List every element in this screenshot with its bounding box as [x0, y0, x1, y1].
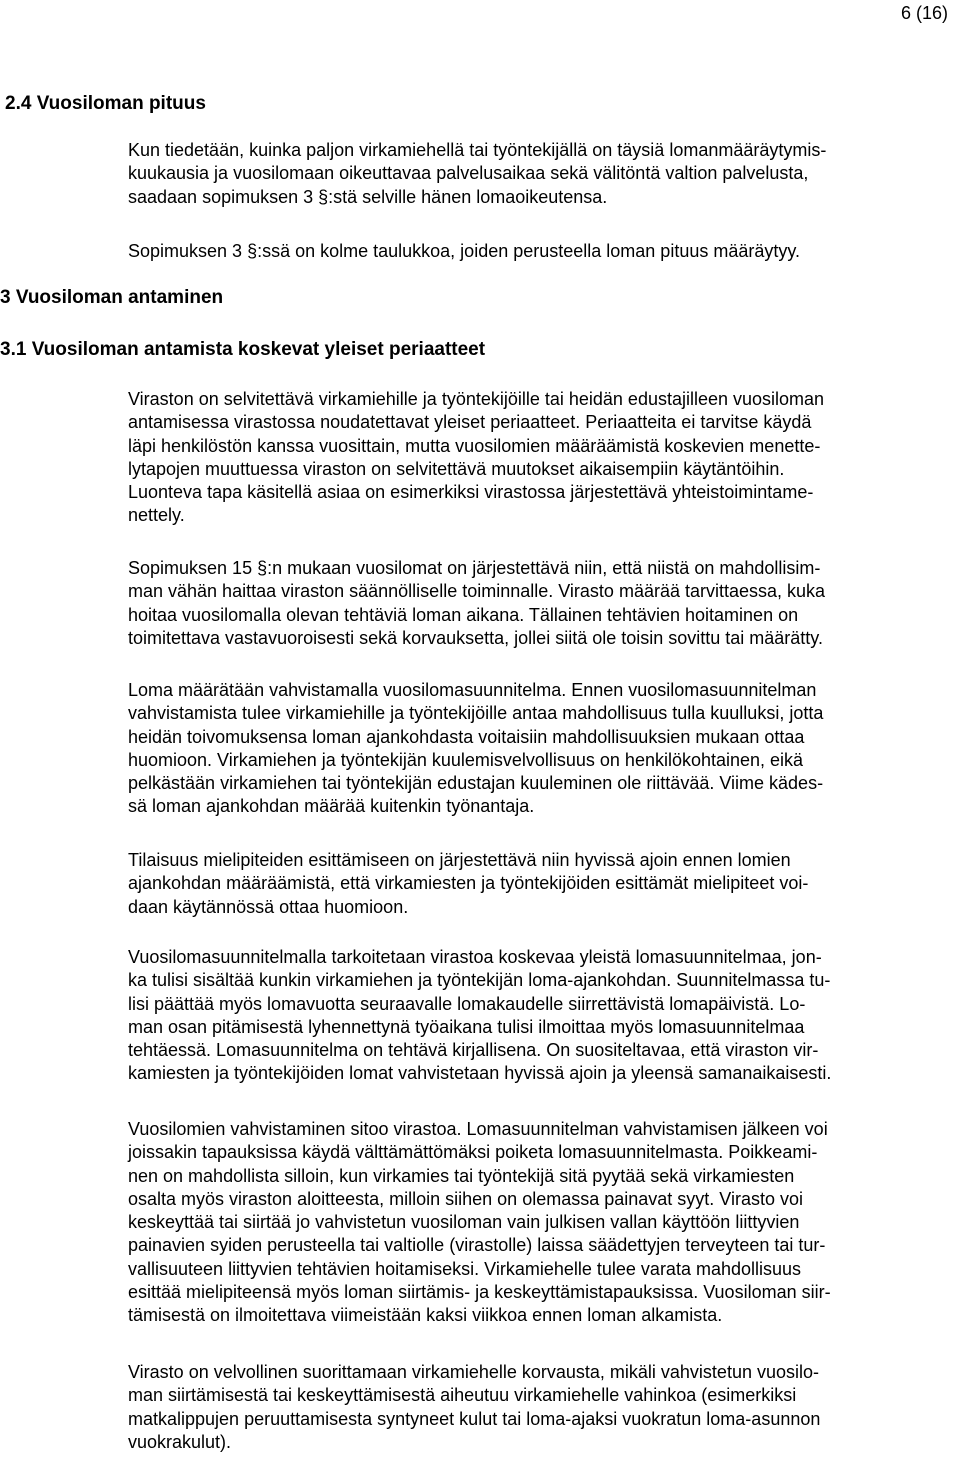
text-line: keskeyttää tai siirtää jo vahvistetun vuosiloman vain julkisen vallan käyttöön liittyvien — [128, 1212, 800, 1233]
text-line: sä loman ajankohdan määrää kuitenkin työnantaja. — [128, 796, 535, 817]
text-line: heidän toivomuksensa loman ajankohdasta voitaisiin mahdollisuuksien mukaan ottaa — [128, 726, 805, 747]
text-line: kamiesten ja työntekijöiden lomat vahvistetaan hyvissä ajoin ja yleensä samanaikaisesti. — [128, 1063, 832, 1084]
text-line: huomioon. Virkamiehen ja työntekijän kuulemisvelvollisuus on henkilökohtainen, eikä — [128, 749, 804, 770]
text-line: läpi henkilöstön kanssa vuosittain, mutta vuosilomien määräämistä koskevien menette- — [128, 435, 821, 456]
paragraph-leave-plan — [128, 679, 958, 819]
text-line: tämisestä on ilmoitettava viimeistään kaksi viikkoa ennen loman alkamista. — [128, 1305, 723, 1326]
text-line: kuukausia ja vuosilomaan oikeuttavaa palvelusaikaa sekä välitöntä valtion palvelusta, — [128, 163, 809, 184]
text-line: Virasto on velvollinen suorittamaan virkamiehelle korvausta, mikäli vahvistetun vuosilo- — [128, 1362, 819, 1382]
text-line: Tilaisuus mielipiteiden esittämiseen on järjestettävä niin hyvissä ajoin ennen lomien — [128, 850, 791, 870]
text-line: nen on mahdollista silloin, kun virkamies tai työntekijä sitä pyytää sekä virkamiesten — [128, 1165, 795, 1186]
paragraph-tables — [128, 240, 958, 263]
paragraph-binding-plan — [128, 1118, 958, 1328]
text-line: Vuosilomasuunnitelmalla tarkoitetaan virastoa koskevaa yleistä lomasuunnitelmaa, jon- — [128, 947, 822, 967]
text-line: lisi päättää myös lomavuotta seuraavalle lomakaudelle siirrettävistä lomapäivistä. Lo- — [128, 993, 806, 1014]
text-line: antamisessa virastossa noudatettavat yleiset periaatteet. Periaatteita ei tarvitse käydä — [128, 412, 812, 433]
text-line: man siirtämisestä tai keskeyttämisestä aiheutuu virkamiehelle vahinkoa (esimerkiksi — [128, 1385, 797, 1406]
text-line: lytapojen muuttuessa viraston on selvitettävä muutokset aikaisempiin käytäntöihin. — [128, 458, 785, 479]
text-line: hoitaa vuosilomalla olevan tehtäviä loman aikana. Tällainen tehtävien hoitaminen on — [128, 604, 799, 625]
paragraph-annual-plan — [128, 946, 958, 1086]
text-line: pelkästään virkamiehen tai työntekijän edustajan kuuleminen ole riittävää. Viime kädes- — [128, 773, 824, 794]
text-line: esittää mielipiteensä myös loman siirtämis- ja keskeyttämistapauksissa. Vuosiloman siir- — [128, 1282, 831, 1303]
text-line: Sopimuksen 3 §:ssä on kolme taulukkoa, joiden perusteella loman pituus määräytyy. — [128, 241, 801, 261]
text-line: vallisuuteen liittyvien tehtävien hoitamiseksi. Virkamiehelle tulee varata mahdollisuus — [128, 1258, 802, 1279]
page-number: 6 (16) — [900, 3, 948, 23]
text-line: vuokrakulut). — [128, 1431, 232, 1452]
text-line: Loma määrätään vahvistamalla vuosilomasuunnitelma. Ennen vuosilomasuunnitelman — [128, 680, 817, 700]
text-line: Sopimuksen 15 §:n mukaan vuosilomat on järjestettävä niin, että niistä on mahdollisim- — [128, 558, 821, 578]
text-line: man vähän haittaa viraston säännölliselle toiminnalle. Virasto määrää tarvittaessa, kuka — [128, 581, 826, 602]
text-line: ka tulisi sisältää kunkin virkamiehen ja työntekijän loma-ajankohdan. Suunnitelmassa tu- — [128, 970, 831, 991]
text-line: toimitettava vastavuoroisesti sekä korvauksetta, jollei siitä ole toisin sovittu tai määrätty. — [128, 627, 823, 648]
text-line: daan käytännössä ottaa huomioon. — [128, 896, 409, 917]
chapter-heading-3: 3 Vuosiloman antaminen — [0, 287, 224, 308]
text-line: Viraston on selvitettävä virkamiehille ja työntekijöille tai heidän edustajilleen vuosiloman — [128, 389, 825, 409]
text-line: Kun tiedetään, kuinka paljon virkamiehellä tai työntekijällä on täysiä lomanmääräytymis- — [128, 140, 827, 160]
paragraph-section-15 — [128, 557, 958, 650]
text-line: ajankohdan määräämistä, että virkamiesten ja työntekijöiden esittämät mielipiteet voi- — [128, 873, 809, 894]
paragraph-opinions — [128, 849, 958, 919]
paragraph-leave-entitlement — [128, 139, 958, 209]
section-heading-2-4: 2.4 Vuosiloman pituus — [5, 93, 206, 114]
text-line: painavien syiden perusteella tai valtiolle (virastolle) laissa säädettyjen terveyteen tai tur- — [128, 1235, 826, 1256]
text-line: Luonteva tapa käsitellä asiaa on esimerkiksi virastossa järjestettävä yhteistoimintame- — [128, 482, 814, 503]
section-heading-3-1: 3.1 Vuosiloman antamista koskevat yleiset periaatteet — [0, 339, 486, 360]
text-line: saadaan sopimuksen 3 §:stä selville hänen lomaoikeutensa. — [128, 186, 608, 207]
text-line: matkalippujen peruuttamisesta syntyneet kulut tai loma-ajaksi vuokratun loma-asunnon — [128, 1408, 821, 1429]
text-line: Vuosilomien vahvistaminen sitoo virastoa. Lomasuunnitelman vahvistamisen jälkeen voi — [128, 1119, 828, 1139]
text-line: man osan pitämisestä lyhennettynä työaikana tulisi ilmoittaa myös lomasuunnitelmaa — [128, 1016, 805, 1037]
text-line: osalta myös viraston aloitteesta, milloin siihen on olemassa painavat syyt. Virasto voi — [128, 1188, 803, 1209]
text-line: tehtäessä. Lomasuunnitelma on tehtävä kirjallisena. On suositeltavaa, että viraston vir- — [128, 1040, 819, 1061]
paragraph-general-principles — [128, 388, 958, 528]
text-line: vahvistamista tulee virkamiehille ja työntekijöille antaa mahdollisuus tulla kuulluksi, jotta — [128, 703, 824, 724]
text-line: joissakin tapauksissa käydä välttämättömäksi poiketa lomasuunnitelmasta. Poikkeami- — [128, 1142, 818, 1163]
paragraph-compensation — [128, 1361, 958, 1454]
text-line: nettely. — [128, 505, 185, 526]
